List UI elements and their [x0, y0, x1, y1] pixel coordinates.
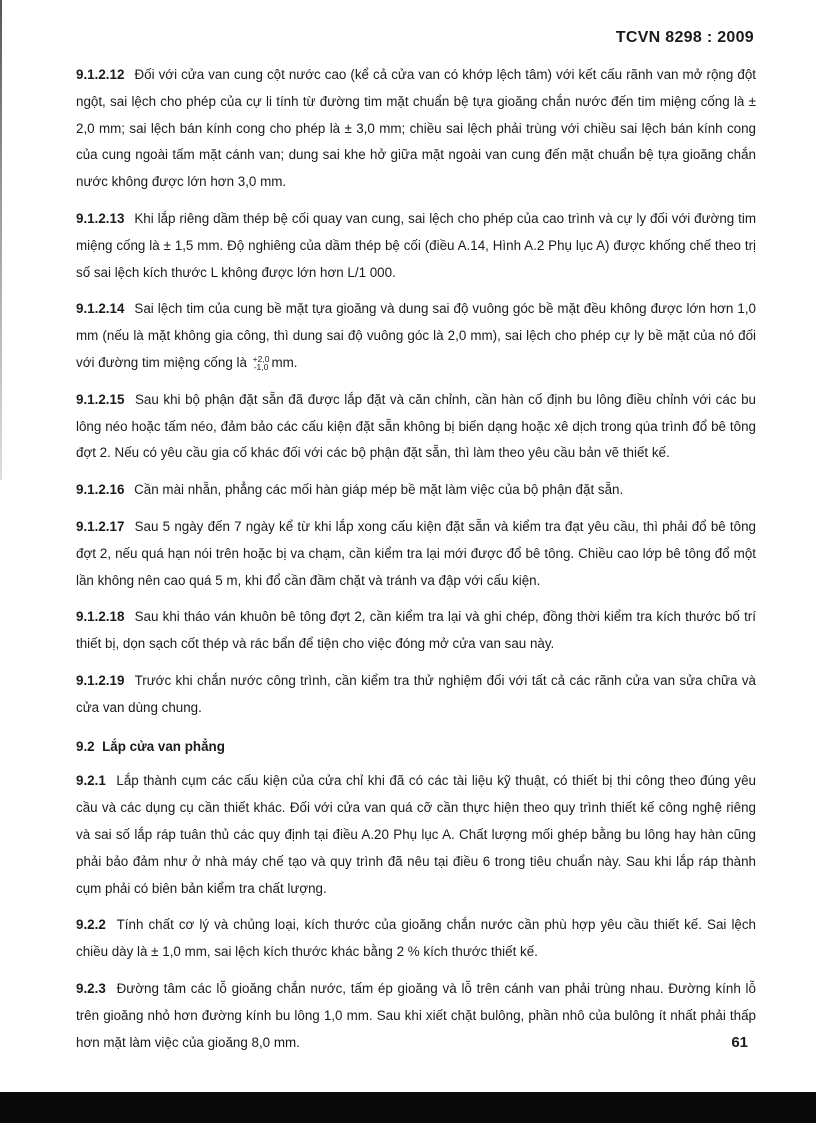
clause-text: Sau khi bộ phận đặt sẵn đã được lắp đặt và căn chỉnh, cần hàn cố định bu lông điều chỉnh với các bu lông néo hoặc tấm néo, đảm bảo các cấu kiện đặt sẵn không bị biến dạng hoặc xê dịch trong qúa trình đổ bê tông đợt 2. Nếu có yêu cầu gia cố khác đối với các bộ phận đặt sẵn, thì làm theo yêu cầu bản vẽ thiết kế.	[76, 391, 756, 461]
clause-number: 9.1.2.18	[76, 609, 125, 625]
clause-9-1-2-15	[76, 387, 756, 467]
clause-9-1-2-17	[76, 514, 756, 594]
clause-9-2-3	[76, 976, 756, 1056]
clause-number: 9.1.2.17	[76, 518, 125, 534]
clause-number: 9.1.2.16	[76, 482, 125, 498]
clause-text: Đối với cửa van cung cột nước cao (kể cả cửa van có khớp lệch tâm) với kết cấu rãnh van mở rộng đột ngột, sai lệch cho phép của cự li tính từ đường tim mặt chuẩn bệ tựa gioăng chắn nước đến tim miệng cống là ± 2,0 mm; sai lệch bán kính cong cho phép là ± 3,0 mm; chiều sai lệch phải trùng với chiều sai lệch bán kính cong của cung ngoài tấm mặt cánh van; dung sai khe hở giữa mặt ngoài van cung đến mặt chuẩn bệ tựa gioăng chắn nước không được lớn hơn 3,0 mm.	[76, 67, 756, 190]
clause-number: 9.2.2	[76, 917, 106, 933]
clause-text: Sau 5 ngày đến 7 ngày kể từ khi lắp xong cấu kiện đặt sẵn và kiểm tra đạt yêu cầu, thì phải đổ bê tông đợt 2, nếu quá hạn nói trên hoặc bị va chạm, cần kiểm tra lại mới được đổ bê tông. Chiều cao lớp bê tông đổ một lần không nên cao quá 5 m, khi đổ cần đầm chặt và tránh va đập với cấu kiện.	[76, 518, 756, 588]
standard-header: TCVN 8298 : 2009	[615, 29, 754, 46]
section-heading	[76, 734, 756, 761]
clause-number: 9.1.2.13	[76, 210, 125, 226]
tolerance-value	[253, 355, 270, 371]
clause-text: Lắp thành cụm các cấu kiện của cửa chỉ khi đã có các tài liệu kỹ thuật, có thiết bị thi công theo đúng yêu cầu và các dụng cụ cần thiết khác. Đối với cửa van quá cỡ cần thực hiện theo quy trình thiết kế công nghệ riêng và sai số lắp ráp tuân thủ các quy định tại điều A.20 Phụ lục A. Chất lượng mối ghép bằng bu lông hay hàn cũng phải bảo đảm như ở nhà máy chế tạo và quy trình đã nêu tại điều 6 trong tiêu chuẩn này. Sau khi lắp ráp thành cụm phải có biên bản kiểm tra chất lượng.	[76, 773, 756, 896]
clause-text: Tính chất cơ lý và chủng loại, kích thước của gioăng chắn nước cần phù hợp yêu cầu thiết kế. Sai lệch chiều dày là ± 1,0 mm, sai lệch kích thước khác bằng 2 % kích thước thiết kế.	[76, 917, 757, 960]
clause-9-1-2-19	[76, 668, 756, 722]
clause-number: 9.1.2.12	[76, 67, 125, 82]
clause-number: 9.1.2.14	[76, 301, 125, 317]
clause-text: Khi lắp riêng dầm thép bệ cối quay van cung, sai lệch cho phép của cao trình và cự ly đối với đường tim miệng cống là ± 1,5 mm. Độ nghiêng của dầm thép bệ cối (điều A.14, Hình A.2 Phụ lục A) được khống chế theo trị số sai lệch kích thước L không được lớn hơn L/1 000.	[76, 210, 756, 280]
tolerance-lower: -1,0	[253, 362, 269, 373]
clause-9-1-2-14	[76, 296, 756, 376]
scan-edge-shadow	[0, 0, 2, 480]
page-number: 61	[731, 1034, 748, 1051]
clause-text: Cần mài nhẵn, phẳng các mối hàn giáp mép bề mặt làm việc của bộ phận đặt sẵn.	[134, 482, 624, 498]
clause-9-1-2-13	[76, 206, 756, 286]
clause-9-1-2-12	[76, 62, 756, 196]
clause-text: Đường tâm các lỗ gioăng chắn nước, tấm ép gioăng và lỗ trên cánh van phải trùng nhau. Đường kính lỗ trên gioăng nhỏ hơn đường kính bu lông 1,0 mm. Sau khi xiết chặt bulông, phần nhô của bulông ít nhất phải thấp hơn mặt làm việc của gioăng 8,0 mm.	[76, 980, 756, 1050]
clause-9-1-2-18	[76, 604, 756, 658]
clause-number: 9.2.3	[76, 980, 106, 996]
clause-text-tail: mm.	[271, 354, 298, 370]
document-body	[76, 62, 756, 1066]
clause-number: 9.2.1	[76, 773, 106, 789]
clause-text: Sai lệch tim của cung bề mặt tựa gioăng và dung sai độ vuông góc bề mặt đều không được lớn hơn 1,0 mm (nếu là mặt không gia công, thì dung sai độ vuông góc là 2,0 mm), sai lệch cho phép cự ly bề mặt của nó đối với đường tim miệng cống là	[76, 301, 756, 370]
clause-number: 9.1.2.15	[76, 391, 125, 407]
clause-text: Trước khi chắn nước công trình, cần kiểm tra thử nghiệm đối với tất cả các rãnh cửa van sửa chữa và cửa van dùng chung.	[76, 672, 756, 715]
section-title: Lắp cửa van phẳng	[102, 738, 225, 754]
clause-9-2-1	[76, 768, 756, 902]
clause-9-2-2	[76, 912, 756, 966]
clause-9-1-2-16	[76, 477, 756, 504]
scan-bottom-border	[0, 1092, 816, 1123]
tolerance-upper: +2,0	[252, 354, 270, 365]
section-number: 9.2	[76, 738, 95, 754]
clause-text: Sau khi tháo ván khuôn bê tông đợt 2, cần kiểm tra lại và ghi chép, đồng thời kiểm tra kích thước bố trí thiết bị, dọn sạch cốt thép và rác bẩn để tiện cho việc đóng mở cửa van sau này.	[76, 609, 756, 652]
clause-number: 9.1.2.19	[76, 672, 125, 688]
